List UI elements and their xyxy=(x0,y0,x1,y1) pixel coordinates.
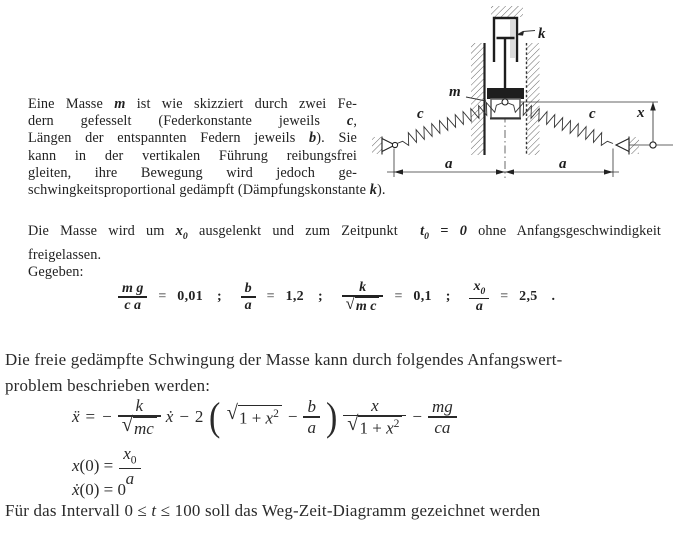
gravity-fraction xyxy=(428,397,457,436)
mass-pin xyxy=(502,99,508,105)
figure-container xyxy=(365,0,681,205)
fraction-denominator: ca xyxy=(434,417,451,437)
fraction-denominator: a xyxy=(244,297,252,313)
mass-label: m xyxy=(449,84,461,100)
ic2-expression: ẋ(0) = 0 xyxy=(72,480,126,499)
problem-line-2: problem beschrieben werden: xyxy=(5,376,211,395)
geometry-fraction xyxy=(343,396,406,438)
intro-line-2: dern gefesselt (Federkonstante jeweils c, xyxy=(28,113,357,130)
close-paren: ) xyxy=(325,394,338,439)
radical-sign: √ xyxy=(345,293,355,313)
fraction-numerator: k xyxy=(359,279,367,295)
given-value: 1,2 xyxy=(285,289,304,304)
equals-sign: = xyxy=(500,289,509,304)
fraction-numerator: m g xyxy=(122,280,144,296)
release-line-2: freigelassen. xyxy=(28,246,102,263)
given-item-k-sqrt-mc xyxy=(342,280,451,315)
intro-line-3: Längen der entspannten Federn jeweils b). Sie xyxy=(28,130,358,147)
minus-sign: − xyxy=(179,407,189,426)
mass-top-bar xyxy=(487,88,524,99)
radicand: $1 + x^2$ xyxy=(358,416,402,438)
fraction-numerator: b xyxy=(244,280,252,296)
x-arrowhead-up xyxy=(650,102,656,111)
left-anchor-hatch xyxy=(372,137,382,154)
fraction-numerator: mg xyxy=(432,397,453,417)
fraction-numerator: $x_0$ xyxy=(123,444,137,467)
spring-left-zigzag xyxy=(397,103,502,146)
minus-sign: − xyxy=(102,407,112,426)
dim-arrow-center-left xyxy=(496,169,505,174)
dim-arrow-right xyxy=(604,169,613,174)
spring-constant-right-label: c xyxy=(589,106,596,122)
right-anchor-triangle xyxy=(616,139,629,152)
equals-sign: = xyxy=(394,289,403,304)
intro-paragraph xyxy=(28,96,386,199)
square-root xyxy=(347,413,402,438)
x-coordinate-label: x xyxy=(637,105,645,121)
b-a-fraction xyxy=(303,397,320,436)
fraction xyxy=(241,281,256,314)
separator: . xyxy=(551,289,556,304)
radicand: m c xyxy=(355,297,380,315)
separator: ; xyxy=(445,289,451,304)
mass-spring-damper-diagram xyxy=(365,0,681,205)
equals-sign: = xyxy=(158,289,167,304)
given-values-row xyxy=(118,274,555,320)
ceiling-hatch xyxy=(491,6,523,17)
x-dot-term: ẋ xyxy=(165,407,174,426)
intro-line-1: Eine Masse m ist wie skizziert durch zwei Fe- xyxy=(28,96,358,112)
interval-instruction: Für das Intervall 0 ≤ t ≤ 100 soll das Weg-Zeit-Diagramm gezeichnet werden xyxy=(5,501,541,520)
fraction-numerator: $x_0$ xyxy=(473,279,486,298)
left-anchor-pin xyxy=(392,142,397,147)
fraction-numerator: k xyxy=(135,396,144,416)
equals-sign: = xyxy=(266,289,275,304)
radicand: mc xyxy=(133,417,157,438)
minus-sign: − xyxy=(287,407,298,426)
fraction-denominator xyxy=(118,413,161,438)
fraction-denominator: c a xyxy=(124,297,142,313)
fraction-denominator xyxy=(342,293,384,315)
radical-sign: √ xyxy=(347,413,359,436)
open-paren: ( xyxy=(209,394,221,439)
given-value: 0,01 xyxy=(177,289,203,304)
given-label: Gegeben: xyxy=(28,264,84,280)
fraction xyxy=(342,280,384,315)
dim-arrow-left xyxy=(394,169,403,174)
given-item-x0-a xyxy=(469,279,555,314)
separator: ; xyxy=(317,289,323,304)
square-root xyxy=(226,402,282,429)
square-root xyxy=(345,293,380,315)
coefficient-two: 2 xyxy=(194,407,204,426)
fraction-numerator: b xyxy=(307,397,316,417)
equals-sign: = xyxy=(85,407,96,426)
damping-fraction xyxy=(118,396,161,437)
intro-line-5: gleiten, ihre Bewegung wird jedoch ge- xyxy=(28,164,357,181)
radical-sign: √ xyxy=(121,413,133,436)
ode-equation xyxy=(72,391,457,443)
intro-line-4: kann in der vertikalen Führung reibungsfrei xyxy=(28,147,357,164)
release-line-1: Die Masse wird um $x_0$ ausgelenkt und zum Zeitpunkt $t_0 = 0$ ohne Anfangsgeschwindigkeit xyxy=(28,223,662,242)
fraction-numerator: x xyxy=(371,396,379,416)
problem-line-1: Die freie gedämpfte Schwingung der Masse kann durch folgendes Anfangswert- xyxy=(5,350,563,369)
dim-arrow-center-right xyxy=(505,169,514,174)
spring-right-zigzag xyxy=(508,103,613,146)
guide-wall-right-hatch xyxy=(527,43,540,155)
fraction xyxy=(118,281,147,314)
radicand: $1 + x^2$ xyxy=(238,405,282,429)
length-a-left-label: a xyxy=(445,156,453,172)
ode-lhs: ẍ xyxy=(72,407,80,426)
given-value: 0,1 xyxy=(413,289,432,304)
intro-line-6: schwingkeitsproportional gedämpft (Dämpfungskonstante k). xyxy=(28,182,386,199)
separator: ; xyxy=(217,289,222,304)
length-a-right-label: a xyxy=(559,156,567,172)
given-item-b-a xyxy=(241,281,323,314)
fraction-denominator: a xyxy=(125,468,135,488)
right-anchor-hatch xyxy=(629,137,639,154)
spring-constant-left-label: c xyxy=(417,106,424,122)
release-paragraph xyxy=(28,222,661,264)
fraction-denominator: a xyxy=(475,298,483,314)
square-root xyxy=(121,413,157,438)
fraction-denominator xyxy=(343,413,406,438)
minus-sign: − xyxy=(412,407,422,426)
radical-sign: √ xyxy=(226,402,238,425)
given-value: 2,5 xyxy=(519,289,538,304)
x-origin-pin xyxy=(650,142,656,148)
damper-constant-label: k xyxy=(538,26,546,42)
fraction-denominator: a xyxy=(307,417,316,437)
given-item-mg-ca xyxy=(118,281,222,314)
fraction xyxy=(469,279,489,314)
ic1-lhs: x(0) = xyxy=(72,456,114,475)
